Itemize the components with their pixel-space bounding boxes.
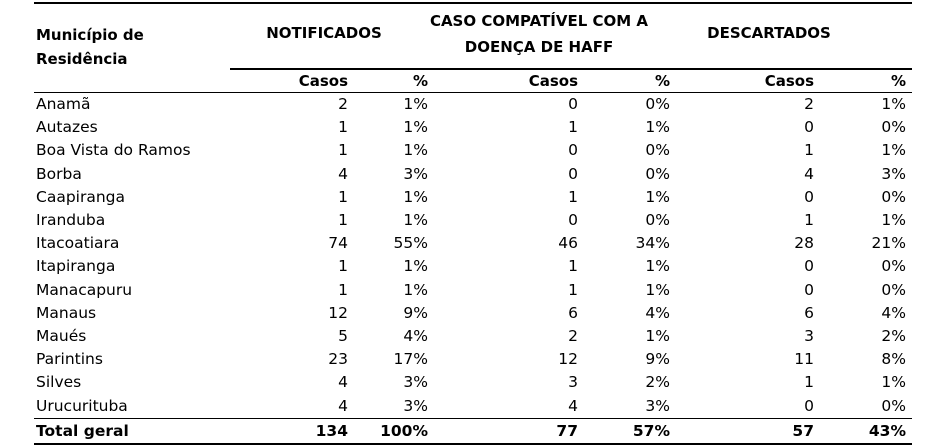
cell-municipio: Iranduba: [36, 211, 106, 229]
cell-notificados-pct: 17%: [393, 350, 428, 368]
cell-compativel-pct: 34%: [635, 234, 670, 252]
cell-descartados-casos: 2: [804, 95, 814, 113]
sub-header-pct: %: [890, 72, 906, 90]
cell-compativel-casos: 0: [568, 95, 578, 113]
cell-descartados-pct: 0%: [881, 397, 906, 415]
cell-municipio: Parintins: [36, 350, 103, 368]
cell-compativel-pct: 0%: [645, 165, 670, 183]
cell-descartados-pct: 0%: [881, 257, 906, 275]
cell-municipio: Boa Vista do Ramos: [36, 141, 191, 159]
cell-descartados-pct: 4%: [881, 304, 906, 322]
cell-compativel-casos: 1: [568, 188, 578, 206]
cell-notificados-casos: 1: [338, 141, 348, 159]
cell-notificados-casos: 5: [338, 327, 348, 345]
cell-compativel-pct: 2%: [645, 373, 670, 391]
cell-compativel-casos: 6: [568, 304, 578, 322]
cell-compativel-pct: 0%: [645, 211, 670, 229]
cell-descartados-pct: 1%: [881, 141, 906, 159]
sub-header-casos: Casos: [528, 72, 578, 90]
cell-descartados-pct: 8%: [881, 350, 906, 368]
total-rule: [34, 418, 912, 419]
sub-header-pct: %: [654, 72, 670, 90]
cell-notificados-casos: 4: [338, 165, 348, 183]
cell-notificados-casos: 4: [338, 373, 348, 391]
cell-notificados-pct: 3%: [403, 397, 428, 415]
total-notificados-pct: 100%: [380, 422, 428, 440]
cell-municipio: Borba: [36, 165, 82, 183]
cell-descartados-pct: 1%: [881, 373, 906, 391]
cell-descartados-casos: 11: [794, 350, 814, 368]
cell-municipio: Anamã: [36, 95, 91, 113]
cell-descartados-pct: 0%: [881, 118, 906, 136]
cell-notificados-casos: 4: [338, 397, 348, 415]
cell-notificados-casos: 1: [338, 118, 348, 136]
cell-descartados-casos: 1: [804, 373, 814, 391]
bottom-rule: [34, 443, 912, 445]
cell-notificados-casos: 23: [328, 350, 348, 368]
cell-compativel-casos: 3: [568, 373, 578, 391]
cell-descartados-casos: 0: [804, 397, 814, 415]
municipio-header-line2: Residência: [36, 50, 128, 68]
cell-compativel-pct: 1%: [645, 281, 670, 299]
total-compativel-casos: 77: [556, 422, 578, 440]
cell-municipio: Manacapuru: [36, 281, 133, 299]
cell-descartados-casos: 0: [804, 281, 814, 299]
cell-notificados-pct: 3%: [403, 165, 428, 183]
cell-descartados-casos: 3: [804, 327, 814, 345]
cell-compativel-pct: 1%: [645, 257, 670, 275]
cell-municipio: Caapiranga: [36, 188, 125, 206]
total-descartados-casos: 57: [792, 422, 814, 440]
cell-compativel-pct: 9%: [645, 350, 670, 368]
cell-notificados-pct: 4%: [403, 327, 428, 345]
cell-descartados-casos: 0: [804, 118, 814, 136]
cell-descartados-pct: 0%: [881, 281, 906, 299]
cell-notificados-casos: 1: [338, 211, 348, 229]
cell-notificados-pct: 55%: [393, 234, 428, 252]
cell-descartados-pct: 21%: [871, 234, 906, 252]
cell-descartados-pct: 1%: [881, 211, 906, 229]
cell-compativel-pct: 0%: [645, 95, 670, 113]
sub-header-pct: %: [412, 72, 428, 90]
cell-notificados-casos: 1: [338, 281, 348, 299]
cell-municipio: Urucurituba: [36, 397, 128, 415]
cell-compativel-casos: 12: [558, 350, 578, 368]
cell-descartados-casos: 0: [804, 188, 814, 206]
cell-municipio: Autazes: [36, 118, 98, 136]
descartados-header: DESCARTADOS: [707, 24, 831, 42]
cell-compativel-casos: 1: [568, 118, 578, 136]
cell-descartados-pct: 3%: [881, 165, 906, 183]
cell-compativel-pct: 3%: [645, 397, 670, 415]
notificados-header: NOTIFICADOS: [266, 24, 382, 42]
cell-descartados-pct: 0%: [881, 188, 906, 206]
cell-municipio: Itacoatiara: [36, 234, 120, 252]
cell-compativel-pct: 1%: [645, 118, 670, 136]
cell-compativel-casos: 0: [568, 211, 578, 229]
cell-compativel-casos: 0: [568, 165, 578, 183]
cell-descartados-pct: 2%: [881, 327, 906, 345]
total-label: Total geral: [36, 422, 129, 440]
cases-table: [34, 0, 912, 448]
cell-notificados-pct: 1%: [403, 257, 428, 275]
cell-municipio: Maués: [36, 327, 87, 345]
sub-header-casos: Casos: [764, 72, 814, 90]
cell-compativel-pct: 0%: [645, 141, 670, 159]
cell-municipio: Manaus: [36, 304, 97, 322]
total-compativel-pct: 57%: [632, 422, 670, 440]
cell-notificados-casos: 1: [338, 188, 348, 206]
cell-compativel-casos: 2: [568, 327, 578, 345]
compativel-header-line1: CASO COMPATÍVEL COM A: [429, 12, 649, 30]
cell-compativel-pct: 1%: [645, 327, 670, 345]
cell-compativel-casos: 46: [558, 234, 578, 252]
cell-compativel-pct: 4%: [645, 304, 670, 322]
cell-notificados-pct: 1%: [403, 281, 428, 299]
cell-notificados-pct: 1%: [403, 211, 428, 229]
cell-compativel-pct: 1%: [645, 188, 670, 206]
cell-descartados-casos: 1: [804, 211, 814, 229]
cell-notificados-pct: 1%: [403, 118, 428, 136]
cell-compativel-casos: 1: [568, 281, 578, 299]
cell-municipio: Itapiranga: [36, 257, 116, 275]
cell-notificados-pct: 1%: [403, 188, 428, 206]
cell-compativel-casos: 0: [568, 141, 578, 159]
cell-descartados-pct: 1%: [881, 95, 906, 113]
cell-descartados-casos: 1: [804, 141, 814, 159]
cell-notificados-pct: 1%: [403, 95, 428, 113]
cell-notificados-pct: 3%: [403, 373, 428, 391]
cell-descartados-casos: 0: [804, 257, 814, 275]
cell-notificados-casos: 1: [338, 257, 348, 275]
compativel-header-line2: DOENÇA DE HAFF: [464, 38, 614, 56]
cell-notificados-casos: 2: [338, 95, 348, 113]
cell-compativel-casos: 1: [568, 257, 578, 275]
top-rule: [34, 2, 912, 4]
total-descartados-pct: 43%: [868, 422, 906, 440]
cell-notificados-pct: 9%: [403, 304, 428, 322]
cell-descartados-casos: 4: [804, 165, 814, 183]
cell-municipio: Silves: [36, 373, 82, 391]
cell-notificados-pct: 1%: [403, 141, 428, 159]
cell-descartados-casos: 6: [804, 304, 814, 322]
cell-descartados-casos: 28: [794, 234, 814, 252]
cell-compativel-casos: 4: [568, 397, 578, 415]
sub-header-casos: Casos: [298, 72, 348, 90]
municipio-header-line1: Município de: [36, 26, 144, 44]
cell-notificados-casos: 12: [328, 304, 348, 322]
total-notificados-casos: 134: [315, 422, 348, 440]
cell-notificados-casos: 74: [328, 234, 348, 252]
